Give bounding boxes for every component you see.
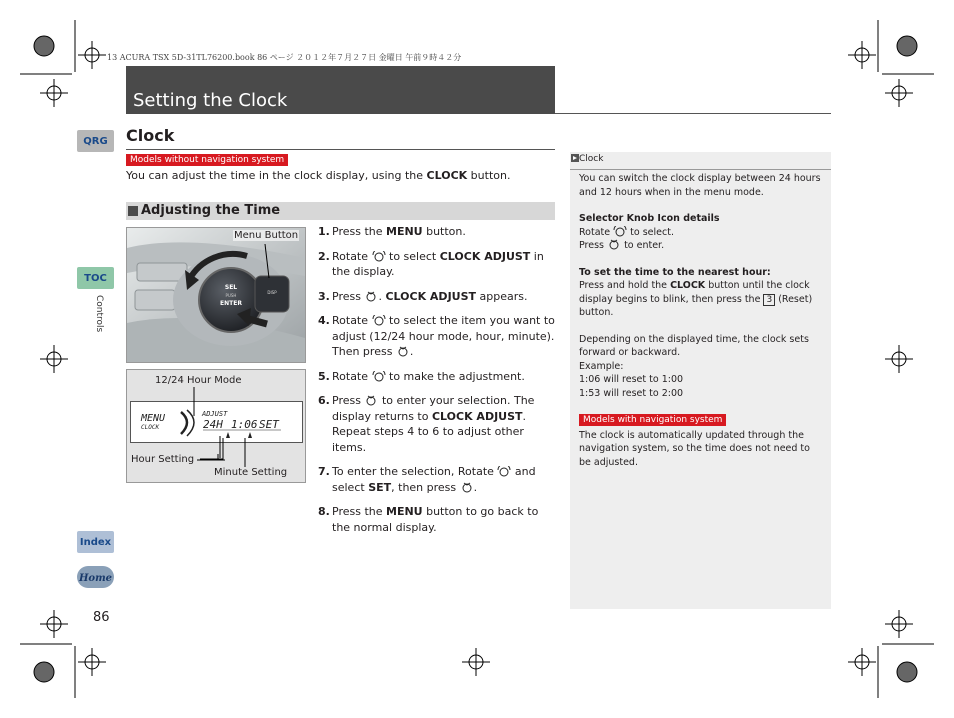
note-nearest-hour: To set the time to the nearest hour: Press and hold the CLOCK button until the clock display begins to blink, then press the 3 (Reset) button. xyxy=(579,266,813,318)
page-title: Setting the Clock xyxy=(133,90,288,111)
note-p1: You can switch the clock display between 24 hours and 12 hours when in the menu mode. xyxy=(579,173,821,198)
intro-text: You can adjust the time in the clock display, using the CLOCK button. xyxy=(126,169,511,182)
rotate-knob-icon xyxy=(497,466,511,477)
title-bar xyxy=(126,66,555,114)
toc-tab[interactable]: TOC xyxy=(77,267,114,289)
press-knob-icon xyxy=(607,239,621,250)
step-1: 1. Press the MENU button. xyxy=(318,225,466,238)
note-knob-details: Selector Knob Icon details Rotate to select. Press to enter. xyxy=(579,213,720,251)
step-2: 2. Rotate to select CLOCK ADJUST in the display. xyxy=(318,249,544,278)
subsection-bar xyxy=(126,202,555,220)
section-heading: Clock xyxy=(126,126,175,145)
note-p3: Depending on the displayed time, the clock sets forward or backward. Example: 1:06 will reset to 1:00 1:53 will reset to 2:00 xyxy=(579,333,809,399)
note-p4: The clock is automatically updated through the navigation system, so the time does not need to be adjusted. xyxy=(579,429,810,468)
callout-lines xyxy=(127,370,305,482)
lcd-24h: 24H xyxy=(203,418,223,431)
press-knob-icon xyxy=(460,482,474,493)
qrg-tab[interactable]: QRG xyxy=(77,130,114,152)
lcd-clock: CLOCK xyxy=(141,424,160,431)
sidebar-note xyxy=(570,152,831,609)
rotate-knob-icon xyxy=(372,315,386,326)
step-8: 8. Press the MENU button to go back to the normal display. xyxy=(318,505,539,534)
lcd-adjust: ADJUST xyxy=(202,410,228,418)
knob-sel-label: SEL xyxy=(224,284,238,291)
knob-photo xyxy=(126,227,306,363)
press-knob-icon xyxy=(364,395,378,406)
steps-list xyxy=(318,224,558,544)
knob-push-label: PUSH xyxy=(225,293,237,298)
rotate-knob-icon xyxy=(372,251,386,262)
note-rule xyxy=(570,169,831,170)
home-label: Home xyxy=(78,573,113,584)
note-title: Clock xyxy=(571,154,603,164)
step-7: 7. To enter the selection, Rotate and select SET, then press . xyxy=(318,465,536,494)
lcd-set: SET xyxy=(259,418,279,431)
press-knob-icon xyxy=(364,291,378,302)
step-5: 5. Rotate to make the adjustment. xyxy=(318,369,525,383)
nav-model-tag: Models with navigation system xyxy=(579,414,726,426)
mode-label: 12/24 Hour Mode xyxy=(155,375,242,386)
title-rule xyxy=(555,113,831,114)
press-knob-icon xyxy=(396,346,410,357)
note-body xyxy=(579,172,824,482)
page-number: 86 xyxy=(93,610,110,625)
step-6: 6. Press to enter your selection. The display returns to CLOCK ADJUST. Repeat steps 4 to 6 to adjust other items. xyxy=(318,394,535,454)
rotate-knob-icon xyxy=(372,371,386,382)
section-label: Controls xyxy=(94,295,104,333)
reference-arrow-icon xyxy=(571,154,579,162)
lcd-time: 1:06 xyxy=(231,418,258,431)
section-rule xyxy=(126,149,555,150)
display-figure xyxy=(126,369,306,483)
knob-illustration xyxy=(127,228,305,362)
step-4: 4. Rotate to select the item you want to adjust (12/24 hour mode, hour, minute). Then press . xyxy=(318,314,555,358)
menu-button-label: Menu Button xyxy=(234,230,299,241)
preset-3-key: 3 xyxy=(763,294,775,306)
index-tab[interactable]: Index xyxy=(77,531,114,553)
home-tab[interactable] xyxy=(77,566,114,588)
rotate-knob-icon xyxy=(613,226,627,237)
model-tag: Models without navigation system xyxy=(126,154,288,166)
minute-label: Minute Setting xyxy=(214,467,288,478)
step-3: 3. Press . CLOCK ADJUST appears. xyxy=(318,289,528,303)
hour-label: Hour Setting xyxy=(131,454,195,465)
knob-enter-label: ENTER xyxy=(220,300,242,307)
bullet-square xyxy=(128,206,138,216)
subsection-heading: Adjusting the Time xyxy=(141,203,281,218)
knob-side-label: DISP xyxy=(267,290,277,295)
print-header: 13 ACURA TSX 5D-31TL76200.book 86 ページ ２０１２年７月２７日 金曜日 午前９時４２分 xyxy=(107,53,462,62)
home-icon xyxy=(77,566,114,588)
lcd-menu: MENU xyxy=(141,413,166,424)
